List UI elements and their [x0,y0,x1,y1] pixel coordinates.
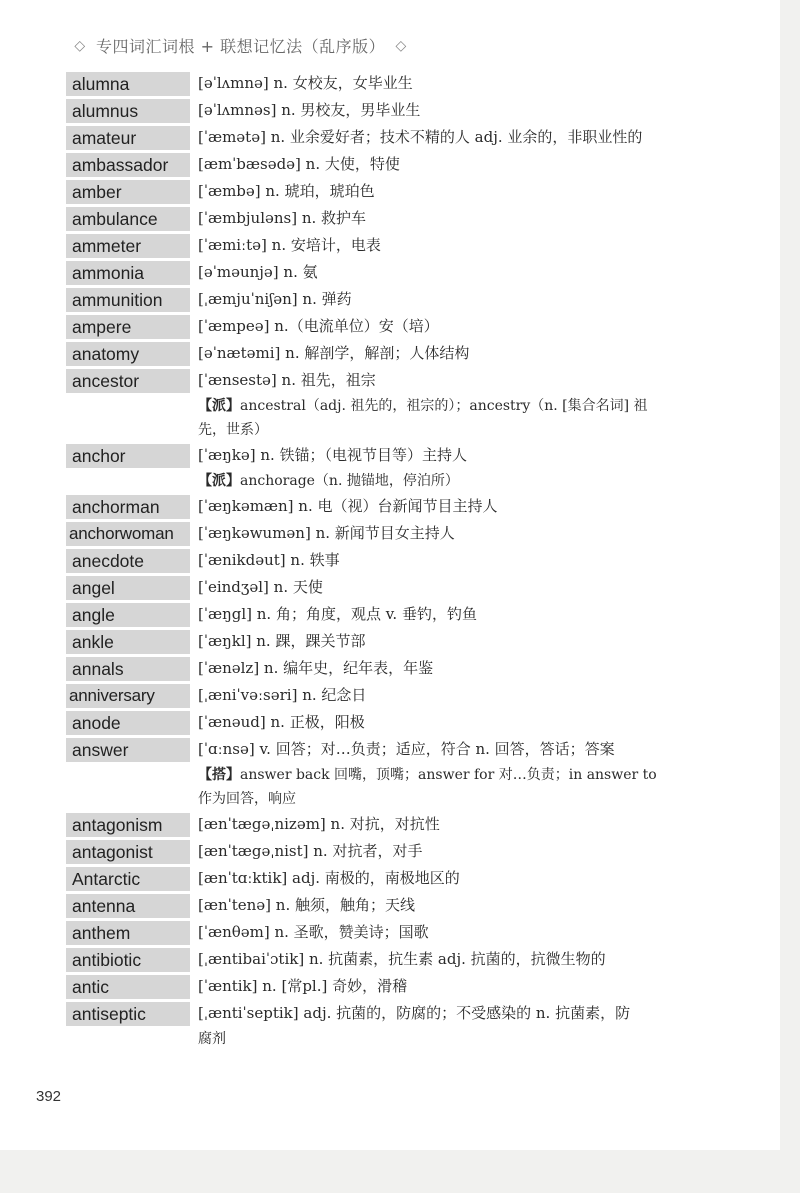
entry-body [190,520,716,547]
entry-body [190,574,716,601]
derivation-text: ancestral（adj. 祖先的，祖宗的）；ancestry（n. [集合名词] 祖 [240,398,648,414]
entry-definition: [əˈnætəmi] n. 解剖学，解剖；人体结构 [198,344,470,362]
entry-derivation [198,469,716,493]
entry-list [66,70,716,1051]
entry-headword: ampere [66,315,190,339]
vocab-entry [66,97,716,124]
entry-derivation-line [198,763,716,787]
page-header [72,34,409,57]
entry-derivation [198,1027,716,1051]
entry-definition: [ˌæntiˈseptik] adj. 抗菌的，防腐的；不受感染的 n. 抗菌素，防 [198,1004,631,1022]
entry-headword: alumnus [66,99,190,123]
entry-headword: ambassador [66,153,190,177]
entry-definition: [ˈɑːnsə] v. 回答；对…负责；适应，符合 n. 回答，答话；答案 [198,740,615,758]
vocab-entry [66,811,716,838]
entry-body [190,97,716,124]
entry-definition: [ˈæmətə] n. 业余爱好者；技术不精的人 adj. 业余的，非职业性的 [198,128,643,146]
entry-definition: [ˈænəud] n. 正极，阳极 [198,713,365,731]
entry-headword: annals [66,657,190,681]
entry-definition: [ˈeindʒəl] n. 天使 [198,578,323,596]
entry-headword: antic [66,975,190,999]
vocab-entry [66,259,716,286]
entry-body [190,493,716,520]
derivation-text: anchorage（n. 抛锚地，停泊所） [240,473,459,489]
vocab-entry [66,547,716,574]
page-number: 392 [36,1088,62,1105]
vocab-entry [66,493,716,520]
entry-headword: anniversary [66,684,190,708]
vocab-entry [66,367,716,442]
vocab-entry [66,178,716,205]
entry-body [190,178,716,205]
vocab-entry [66,892,716,919]
entry-headword: ammonia [66,261,190,285]
derivation-tag: 【派】 [198,398,240,414]
entry-definition: [ˈæmiːtə] n. 安培计，电表 [198,236,381,254]
vocab-entry [66,151,716,178]
vocab-entry [66,313,716,340]
entry-headword: ambulance [66,207,190,231]
vocab-entry [66,736,716,811]
entry-definition: [æmˈbæsədə] n. 大使，特使 [198,155,400,173]
vocab-entry [66,574,716,601]
derivation-text: 腐剂 [198,1031,226,1047]
entry-headword: ammeter [66,234,190,258]
entry-headword: amateur [66,126,190,150]
entry-derivation-line [198,394,716,418]
entry-definition: [ˈænθəm] n. 圣歌，赞美诗；国歌 [198,923,429,941]
entry-headword: antibiotic [66,948,190,972]
entry-body [190,367,716,442]
entry-headword: antiseptic [66,1002,190,1026]
entry-body [190,736,716,811]
derivation-text: 作为回答，响应 [198,791,296,807]
entry-headword: anchor [66,444,190,468]
entry-body [190,313,716,340]
entry-definition: [ˈæŋkəmæn] n. 电（视）台新闻节目主持人 [198,497,498,515]
entry-body [190,70,716,97]
entry-definition: [ænˈtɑːktik] adj. 南极的，南极地区的 [198,869,460,887]
vocab-entry [66,973,716,1000]
entry-headword: anchorman [66,495,190,519]
entry-definition: [ˌæmjuˈniʃən] n. 弹药 [198,290,352,308]
entry-headword: anthem [66,921,190,945]
entry-definition: [ˈænəlz] n. 编年史，纪年表，年鉴 [198,659,434,677]
entry-body [190,655,716,682]
diamond-ornament-icon: ◇ [395,37,407,54]
entry-headword: alumna [66,72,190,96]
entry-headword: antenna [66,894,190,918]
entry-definition: [ˈæŋkə] n. 铁锚；（电视节目等）主持人 [198,446,468,464]
entry-definition: [ænˈtenə] n. 触须，触角；天线 [198,896,415,914]
vocab-entry [66,340,716,367]
entry-body [190,946,716,973]
derivation-tag: 【派】 [198,473,240,489]
entry-headword: Antarctic [66,867,190,891]
derivation-text: answer back 回嘴，顶嘴；answer for 对…负责；in answer to [240,767,657,783]
entry-body [190,340,716,367]
entry-headword: ammunition [66,288,190,312]
entry-definition: [əˈlʌmnə] n. 女校友，女毕业生 [198,74,413,92]
entry-definition: [ˈæŋkl] n. 踝，踝关节部 [198,632,366,650]
entry-derivation [198,394,716,442]
entry-definition: [ænˈtægəˌnist] n. 对抗者，对手 [198,842,423,860]
entry-definition: [ˈæmpeə] n.（电流单位）安（培） [198,317,439,335]
entry-body [190,709,716,736]
entry-definition: [ˈænikdəut] n. 轶事 [198,551,340,569]
entry-definition: [ˈæmbə] n. 琥珀，琥珀色 [198,182,375,200]
vocab-entry [66,865,716,892]
entry-definition: [ænˈtægəˌnizəm] n. 对抗，对抗性 [198,815,440,833]
vocab-entry [66,520,716,547]
entry-headword: answer [66,738,190,762]
entry-body [190,124,716,151]
vocab-entry [66,628,716,655]
entry-body [190,838,716,865]
entry-body [190,811,716,838]
vocab-entry [66,655,716,682]
entry-headword: anode [66,711,190,735]
vocab-entry [66,205,716,232]
entry-body [190,892,716,919]
entry-body [190,442,716,493]
entry-body [190,919,716,946]
vocab-entry [66,709,716,736]
entry-headword: anecdote [66,549,190,573]
entry-body [190,682,716,709]
entry-headword: anchorwoman [66,522,190,546]
vocab-entry [66,838,716,865]
entry-body [190,286,716,313]
vocab-entry [66,286,716,313]
entry-body [190,601,716,628]
entry-headword: angel [66,576,190,600]
entry-headword: ankle [66,630,190,654]
entry-body [190,232,716,259]
vocab-entry [66,1000,716,1051]
entry-definition: [ˈænsestə] n. 祖先，祖宗 [198,371,376,389]
entry-body [190,1000,716,1051]
vocab-entry [66,946,716,973]
vocab-entry [66,124,716,151]
vocab-entry [66,232,716,259]
entry-definition: [ˈæŋkəwumən] n. 新闻节目女主持人 [198,524,455,542]
entry-body [190,628,716,655]
vocab-entry [66,919,716,946]
entry-derivation [198,763,716,811]
entry-body [190,865,716,892]
entry-derivation-line [198,787,716,811]
entry-body [190,259,716,286]
entry-body [190,973,716,1000]
derivation-text: 先，世系） [198,422,268,438]
entry-derivation-line [198,469,716,493]
entry-headword: antagonist [66,840,190,864]
vocab-entry [66,601,716,628]
entry-definition: [ˈæntik] n. [常pl.] 奇妙，滑稽 [198,977,408,995]
vocab-entry [66,442,716,493]
entry-headword: ancestor [66,369,190,393]
entry-definition: [əˈlʌmnəs] n. 男校友，男毕业生 [198,101,421,119]
entry-body [190,151,716,178]
entry-derivation-line [198,418,716,442]
entry-headword: amber [66,180,190,204]
header-title: 专四词汇词根 + 联想记忆法（乱序版） [96,37,386,56]
entry-headword: angle [66,603,190,627]
entry-definition: [ˌæntibaiˈɔtik] n. 抗菌素，抗生素 adj. 抗菌的，抗微生物的 [198,950,606,968]
vocab-entry [66,682,716,709]
entry-body [190,205,716,232]
derivation-tag: 【搭】 [198,767,240,783]
entry-definition: [əˈməunjə] n. 氨 [198,263,318,281]
entry-definition: [ˈæŋgl] n. 角；角度，观点 v. 垂钓，钓鱼 [198,605,477,623]
entry-derivation-line [198,1027,716,1051]
entry-body [190,547,716,574]
entry-headword: anatomy [66,342,190,366]
entry-definition: [ˌæniˈvəːsəri] n. 纪念日 [198,686,367,704]
vocab-entry [66,70,716,97]
diamond-ornament-icon: ◇ [74,37,86,54]
entry-definition: [ˈæmbjuləns] n. 救护车 [198,209,367,227]
entry-headword: antagonism [66,813,190,837]
